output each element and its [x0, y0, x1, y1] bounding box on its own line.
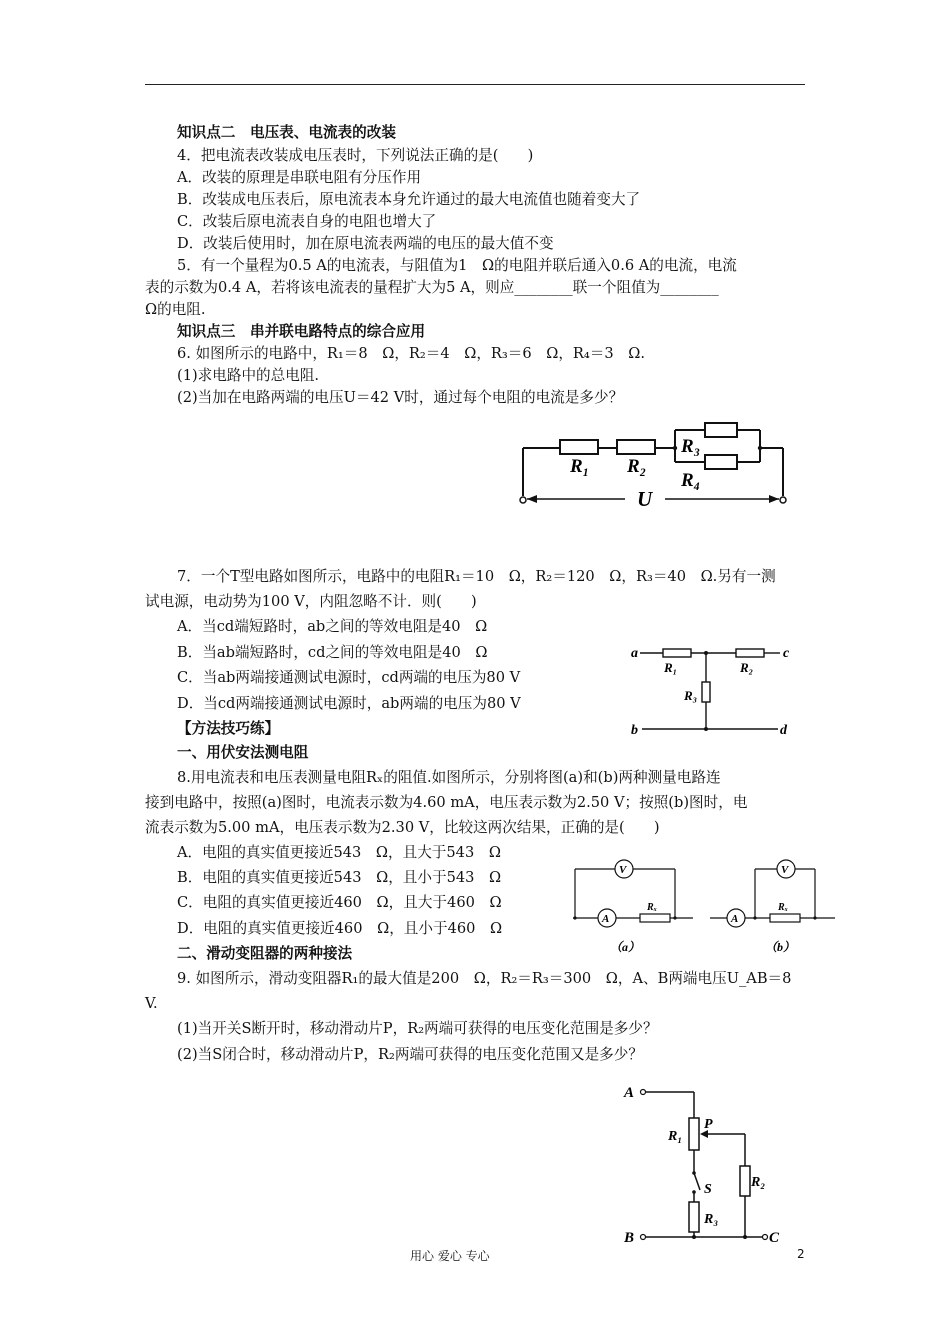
q7-t-circuit-diagram: [628, 640, 798, 740]
q8-measurement-circuits: [565, 855, 840, 960]
q5-line1: 5．有一个量程为0.5 A的电流表，与阻值为1 Ω的电阻并联后通入0.6 A的电流，电流: [177, 257, 737, 274]
q9-line1: 9. 如图所示，滑动变阻器R₁的最大值是200 Ω，R₂＝R₃＝300 Ω，A、B两端电压U_AB＝8: [177, 970, 792, 987]
q9-label-r3: R₃: [704, 1212, 719, 1227]
q7-label-r1: R₁: [664, 660, 678, 675]
section2-title: 知识点二 电压表、电流表的改装: [177, 124, 396, 141]
q7-label-r3: R₃: [684, 688, 698, 703]
q6-circuit-diagram: [515, 420, 795, 512]
page-footer: 用心 爱心 专心: [410, 1249, 490, 1263]
q8-line1: 8.用电流表和电压表测量电阻Rₓ的阻值.如图所示，分别将图(a)和(b)两种测量电路连: [177, 769, 721, 786]
q8-a-ammeter-label: A: [602, 913, 610, 925]
q8-option-a: A．电阻的真实值更接近543 Ω，且大于543 Ω: [177, 844, 501, 861]
q6-part2: (2)当加在电路两端的电压U＝42 V时，通过每个电阻的电流是多少？: [177, 389, 624, 406]
q8-option-c: C．电阻的真实值更接近460 Ω，且大于460 Ω: [177, 894, 502, 911]
q8-a-voltmeter-label: V: [619, 864, 627, 876]
q7-label-c: c: [783, 646, 790, 661]
subsection1-title: 一、用伏安法测电阻: [177, 744, 309, 761]
q5-line2: 表的示数为0.4 A，若将该电流表的量程扩大为5 A，则应________联一个阻值为________: [145, 279, 719, 296]
q7-option-c: C．当ab两端接通测试电源时，cd两端的电压为80 V: [177, 669, 521, 686]
q9-label-b: B: [624, 1230, 635, 1246]
q7-option-b: B．当ab端短路时，cd之间的等效电阻是40 Ω: [177, 644, 488, 661]
q4-option-c: C．改装后原电流表自身的电阻也增大了: [177, 213, 437, 230]
q4-option-d: D．改装后使用时，加在原电流表两端的电压的最大值不变: [177, 235, 554, 252]
q7-label-b: b: [631, 723, 638, 738]
q8-b-ammeter-label: A: [731, 913, 739, 925]
q7-line2: 试电源，电动势为100 V，内阻忽略不计．则( ): [145, 593, 477, 610]
q9-line2: V.: [145, 995, 158, 1012]
q6-label-r2: R₂: [627, 456, 647, 477]
method-section-title: 【方法技巧练】: [177, 720, 280, 737]
q6-part1: (1)求电路中的总电阻.: [177, 367, 320, 384]
q5-line3: Ω的电阻.: [145, 301, 206, 318]
q4-option-a: A．改装的原理是串联电阻有分压作用: [177, 169, 422, 186]
q8-a-rx-label: Rₓ: [647, 902, 658, 913]
q9-label-a: A: [624, 1085, 635, 1101]
q8-line3: 流表示数为5.00 mA，电压表示数为2.30 V，比较这两次结果，正确的是( ): [145, 819, 660, 836]
q8-b-voltmeter-label: V: [781, 864, 789, 876]
q7-label-a: a: [631, 646, 638, 661]
q9-label-r2: R₂: [751, 1175, 766, 1190]
q7-option-d: D．当cd两端接通测试电源时，ab两端的电压为80 V: [177, 695, 521, 712]
q9-rheostat-circuit: [620, 1078, 790, 1248]
q9-label-p: P: [704, 1117, 713, 1132]
q9-label-s: S: [704, 1182, 712, 1197]
q8-option-d: D．电阻的真实值更接近460 Ω，且小于460 Ω: [177, 920, 503, 937]
q8-caption-a: （a）: [610, 940, 641, 954]
q9-label-c: C: [769, 1230, 780, 1246]
q8-caption-b: （b）: [765, 940, 796, 954]
q9-part2: (2)当S闭合时，移动滑动片P，R₂两端可获得的电压变化范围又是多少？: [177, 1046, 643, 1063]
q4-stem: 4．把电流表改装成电压表时，下列说法正确的是( ): [177, 147, 534, 164]
q4-option-b: B．改装成电压表后，原电流表本身允许通过的最大电流值也随着变大了: [177, 191, 641, 208]
q8-b-rx-label: Rₓ: [778, 902, 789, 913]
q6-label-u: U: [637, 487, 653, 511]
q9-label-r1: R₁: [668, 1129, 683, 1144]
q6-label-r1: R₁: [570, 456, 590, 477]
q7-label-d: d: [780, 723, 787, 738]
q6-stem: 6. 如图所示的电路中，R₁＝8 Ω，R₂＝4 Ω，R₃＝6 Ω，R₄＝3 Ω.: [177, 345, 645, 362]
q6-label-r4: R₄: [681, 470, 701, 491]
q9-part1: (1)当开关S断开时，移动滑动片P，R₂两端可获得的电压变化范围是多少？: [177, 1020, 658, 1037]
q7-label-r2: R₂: [740, 660, 754, 675]
q6-label-r3: R₃: [681, 436, 701, 457]
section3-title: 知识点三 串并联电路特点的综合应用: [177, 323, 426, 340]
subsection2-title: 二、滑动变阻器的两种接法: [177, 945, 353, 962]
q8-line2: 接到电路中，按照(a)图时，电流表示数为4.60 mA，电压表示数为2.50 V；按照(b)图时，电: [145, 794, 748, 811]
header-rule: [145, 84, 805, 85]
q7-line1: 7．一个T型电路如图所示，电路中的电阻R₁＝10 Ω，R₂＝120 Ω，R₃＝40 Ω.另有一测: [177, 568, 776, 585]
page-number: 2: [797, 1247, 805, 1261]
q7-option-a: A．当cd端短路时，ab之间的等效电阻是40 Ω: [177, 618, 488, 635]
q8-option-b: B．电阻的真实值更接近543 Ω，且小于543 Ω: [177, 869, 502, 886]
